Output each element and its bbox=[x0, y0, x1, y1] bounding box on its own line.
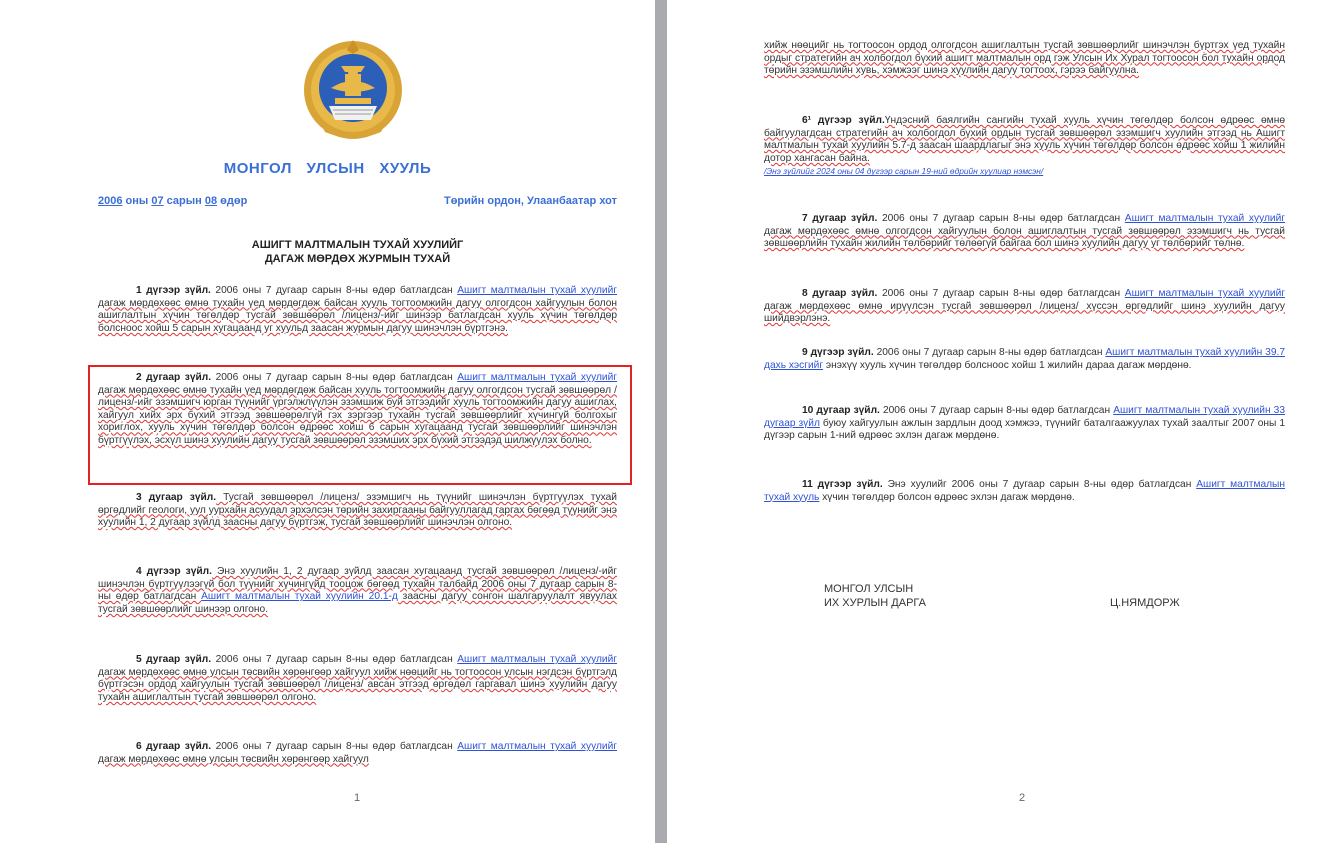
signature-line-1: МОНГОЛ УЛСЫН bbox=[824, 583, 914, 595]
article-4-law-link[interactable]: Ашигт малтмалын тухай хуулийн 20.1-д bbox=[201, 591, 398, 603]
law-header-title: МОНГОЛ УЛСЫН ХУУЛЬ bbox=[223, 160, 432, 177]
date-year: 2006 bbox=[98, 195, 123, 207]
date-day: 08 bbox=[204, 195, 218, 207]
article-7-text: 2006 оны 7 дугаар сарын 8-ны өдөр батлагдсан bbox=[877, 213, 1125, 224]
article-9-text-cont: энэхүү хууль хүчин төгөлдөр болсноос хойш 1 жилийн дараа дагаж мөрдөнө. bbox=[823, 359, 1192, 371]
article-11-text: Энэ хуулийг 2006 оны 7 дугаар сарын 8-ны өдөр батлагдсан bbox=[882, 479, 1197, 490]
continuation-text-c: ашиглалтын тусгай зөвшөөрлийг шинэчлэн бүртгэх үед тухайн ордыг стратегийн ач холбогдол бүхий ашигт малтмалын орд гэж Улсын Их Хурал тогтоосон бол тухайн ордод төрийн эзэмшлийн хувь, хэмжээг шинэ хуулийн дагуу тогтоох, гэрээ байгуулна. bbox=[764, 40, 1285, 77]
article-2-text: 2006 оны 7 дугаар сарын 8-ны өдөр батлагдсан bbox=[211, 372, 458, 383]
article-11-heading: 11 дүгээр зүйл. bbox=[802, 479, 883, 490]
highlight-box bbox=[88, 365, 632, 485]
article-10-text: 2006 оны 7 дугаар сарын 8-ны өдөр батлагдсан bbox=[879, 405, 1114, 416]
law-place: Төрийн ордон, Улаанбаатар хот bbox=[443, 195, 617, 207]
article-9-law-link[interactable]: Ашигт малтмалын тухай хуулийн 39.7 дахь хэсгийг bbox=[764, 347, 1285, 371]
article-6-text: 2006 оны 7 дугаар сарын 8-ны өдөр батлагдсан bbox=[211, 741, 458, 752]
article-5 bbox=[98, 654, 617, 704]
article-6-continuation bbox=[764, 40, 1285, 78]
signature-title bbox=[824, 582, 926, 610]
article-4-text-cont: заасны дагуу сонгон шалгаруулалт явуулах тусгай зөвшөөрлийг шинээр олгоно. bbox=[98, 591, 617, 615]
article-10 bbox=[764, 405, 1285, 443]
article-8-text-cont: дагаж мөрдөхөөс өмнө ирүүлсэн тусгай зөвшөөрөл /лиценз/ хүссэн өргөдлийг шинэ хуулийн дагуу шийдвэрлэнэ. bbox=[764, 300, 1285, 325]
article-6-text-cont: дагаж мөрдөхөөс өмнө улсын төсвийн хөрөнгөөр хайгуул bbox=[98, 753, 369, 765]
article-6-1-heading: 6¹ дүгээр зүйл. bbox=[802, 115, 885, 126]
article-11-law-link[interactable]: Ашигт малтмалын тухай хууль bbox=[764, 479, 1286, 503]
document-page-1 bbox=[0, 0, 655, 843]
document-page-2 bbox=[667, 0, 1325, 843]
article-5-heading: 5 дугаар зүйл. bbox=[136, 654, 212, 665]
article-8-heading: 8 дугаар зүйл. bbox=[802, 288, 878, 299]
article-3-heading: 3 дугаар зүйл. bbox=[136, 492, 217, 503]
article-7-law-link[interactable]: Ашигт малтмалын тухай хуулийг bbox=[1124, 213, 1285, 224]
date-day-suffix: өдөр bbox=[217, 195, 248, 207]
article-1-law-link[interactable]: Ашигт малтмалын тухай хуулийг bbox=[457, 285, 617, 296]
law-title-line-2: ДАГАЖ МӨРДӨХ ЖУРМЫН ТУХАЙ bbox=[264, 253, 451, 265]
state-emblem-icon bbox=[301, 32, 405, 142]
article-10-text-cont: буюу хайгуулын ажлын зардлын доод хэмжээ, түүнийг баталгаажуулах тухай заалтыг 2007 оны 1 дүгээр сарын 1-ний өдрөөс эхлэн дагаж мөрдөнө. bbox=[764, 417, 1285, 442]
article-6-1 bbox=[764, 115, 1285, 178]
law-date bbox=[98, 195, 247, 207]
article-7-heading: 7 дугаар зүйл. bbox=[802, 213, 878, 224]
article-7 bbox=[764, 213, 1285, 251]
article-5-law-link[interactable]: Ашигт малтмалын тухай хуулийг bbox=[457, 654, 617, 665]
article-4-text: Энэ хуулийн 1, 2 дугаар зүйлд заасан хугацаанд тусгай зөвшөөрөл /лиценз/-ийг шинэчлэн бүртгүүлээгүй бол түүнийг хүчингүйд тооцож бөгөөд тухайн талбайд 2006 оны 7 дугаар сарын 8-ны өдөр батлагдсан bbox=[98, 566, 617, 603]
article-11-text-cont: хүчин төгөлдөр болсон өдрөөс эхлэн дагаж мөрдөнө. bbox=[819, 491, 1075, 503]
article-3 bbox=[98, 492, 617, 530]
article-5-text-cont: дагаж мөрдөхөөс өмнө улсын төсвийн хөрөнгөөр хайгуул хийж нөөцийг нь тогтоосон улсын нэгдсэн бүртгэлд бүртгэсэн ордод хайгуулын тусгай зөвшөөрөл /лиценз/ авсан этгээд өргөдөл гаргавал шинэ хуулийн дагуу тухайн ашиглалтын тусгай зөвшөөрөл олгоно. bbox=[98, 666, 617, 703]
article-8-law-link[interactable]: Ашигт малтмалын тухай хуулийг bbox=[1124, 288, 1285, 299]
date-month-suffix: сарын bbox=[163, 195, 205, 207]
page-gutter bbox=[655, 0, 667, 843]
article-5-text: 2006 оны 7 дугаар сарын 8-ны өдөр батлагдсан bbox=[211, 654, 458, 665]
article-6 bbox=[98, 741, 617, 766]
law-title bbox=[98, 238, 617, 266]
page-number: 2 bbox=[1019, 792, 1026, 804]
article-1-text: 2006 оны 7 дугаар сарын 8-ны өдөр батлагдсан bbox=[210, 285, 458, 296]
article-9-text: 2006 оны 7 дугаар сарын 8-ны өдөр батлагдсан bbox=[873, 347, 1106, 358]
date-year-suffix: оны bbox=[122, 195, 152, 207]
article-4 bbox=[98, 566, 617, 616]
article-7-text-cont: дагаж мөрдөхөөс өмнө олгогдсон хайгуулын болон ашиглалтын тусгай зөвшөөрөл эзэмшигч нь тусгай зөвшөөрлийн тухайн жилийн төлбөрийг төлөөгүй байгаа бол шинэ хуулийн дагуу уг төлбөрийг төлнө. bbox=[764, 225, 1285, 250]
article-3-text: Тусгай зөвшөөрөл /лиценз/ эзэмшигч нь түүнийг шинэчлэн бүртгүүлэх тухай өргөдлийг геологи, уул уурхайн асуудал эрхэлсэн төрийн захиргааны байгууллагад гаргах бөгөөд түүнийг энэ хуулийн 1, 2 дугаар зүйлд заасны дагуу бүртгэж, тусгай зөвшөөрлийг шинэчлэн олгоно. bbox=[98, 492, 617, 529]
article-6-1-text: Үндэсний баялгийн сангийн тухай хууль хүчин төгөлдөр болсон өдрөөс өмнө байгуулагдсан стратегийн ач холбогдол бүхий ордын тусгай зөвшөөрөл эзэмшигч хуулийн этгээд нь Ашигт малтмалын тухай хуулийн 5.7-д заасан шаардлагыг энэ хууль хүчин төгөлдөр болсон өдрөөс хойш 1 жилийн дотор хангасан байна. bbox=[764, 115, 1285, 164]
article-10-law-link[interactable]: Ашигт малтмалын тухай хуулийн 33 дугаар зүйл bbox=[764, 405, 1285, 429]
page-number: 1 bbox=[354, 792, 361, 804]
article-8-text: 2006 оны 7 дугаар сарын 8-ны өдөр батлагдсан bbox=[877, 288, 1125, 299]
article-2-heading: 2 дугаар зүйл. bbox=[136, 372, 212, 383]
article-6-heading: 6 дугаар зүйл. bbox=[136, 741, 212, 752]
date-line bbox=[98, 195, 617, 207]
article-1-heading: 1 дүгээр зүйл. bbox=[136, 285, 211, 296]
continuation-text: хийж нөөцийг нь тогтоосон ордод bbox=[764, 40, 932, 51]
article-1-text-cont: дагаж мөрдөхөөс өмнө тухайн үед мөрдөгдөж байсан хууль тогтоомжийн дагуу олгогдсон хайгуулын болон ашиглалтын хүчин төгөлдөр тусгай зөвшөөрөл /лиценз/-ийг шинээр батлагдсан хууль хүчин төгөлдөр болсноос хойш 5 сарын хугацаанд уг хуульд заасан журмын дагуу шинэчлэн бүртгэнэ. bbox=[98, 297, 617, 334]
article-8 bbox=[764, 288, 1285, 326]
article-11 bbox=[764, 479, 1285, 504]
article-9 bbox=[764, 347, 1285, 372]
signature-name: Ц.НЯМДОРЖ bbox=[1110, 597, 1180, 609]
continuation-text-b: олгогдсон bbox=[931, 40, 978, 51]
law-title-line-1: АШИГТ МАЛТМАЛЫН ТУХАЙ ХУУЛИЙГ bbox=[251, 239, 464, 251]
article-4-heading: 4 дүгээр зүйл. bbox=[136, 566, 212, 577]
article-9-heading: 9 дүгээр зүйл. bbox=[802, 347, 874, 358]
article-1 bbox=[98, 285, 617, 335]
date-month: 07 bbox=[151, 195, 164, 207]
article-2-law-link[interactable]: Ашигт малтмалын тухай хуулийг bbox=[457, 372, 617, 383]
article-2-text-cont: дагаж мөрдөхөөс өмнө тухайн үед мөрдөгдөж байсан хууль тогтоомжийн дагуу олгогдсон тусгай зөвшөөрөл /лиценз/-ийг эзэмшигч юрган түүнийг үргэлжлүүлэн эзэмшиж буй этгээдийг хууль тогтоомжийн дагуу ашиглах, хайгуул хийх эрх бүхий этгээд зөвшөөрөлгүй гэх зэргээр тухайн тусгай зөвшөөрлийг хүчингүй болгохыг хориглох, хууль хүчин төгөлдөр болсон өдрөөс хойш 6 сарын хугацаанд тусгай зөвшөөрлийг шинэчлэн бүртгүүлэх, эсхүл шинэ хуулийн дагуу тусгай зөвшөөрөл эзэмших эрх бүхий этгээдэд шилжүүлэх болно. bbox=[98, 384, 617, 446]
article-6-law-link[interactable]: Ашигт малтмалын тухай хуулийг bbox=[457, 741, 617, 752]
signature-line-2: ИХ ХУРЛЫН ДАРГА bbox=[824, 597, 926, 609]
article-10-heading: 10 дугаар зүйл. bbox=[802, 405, 880, 416]
amendment-note[interactable]: /Энэ зүйлийг 2024 оны 04 дүгээр сарын 19-ний өдрийн хуулиар нэмсэн/ bbox=[764, 166, 1044, 177]
